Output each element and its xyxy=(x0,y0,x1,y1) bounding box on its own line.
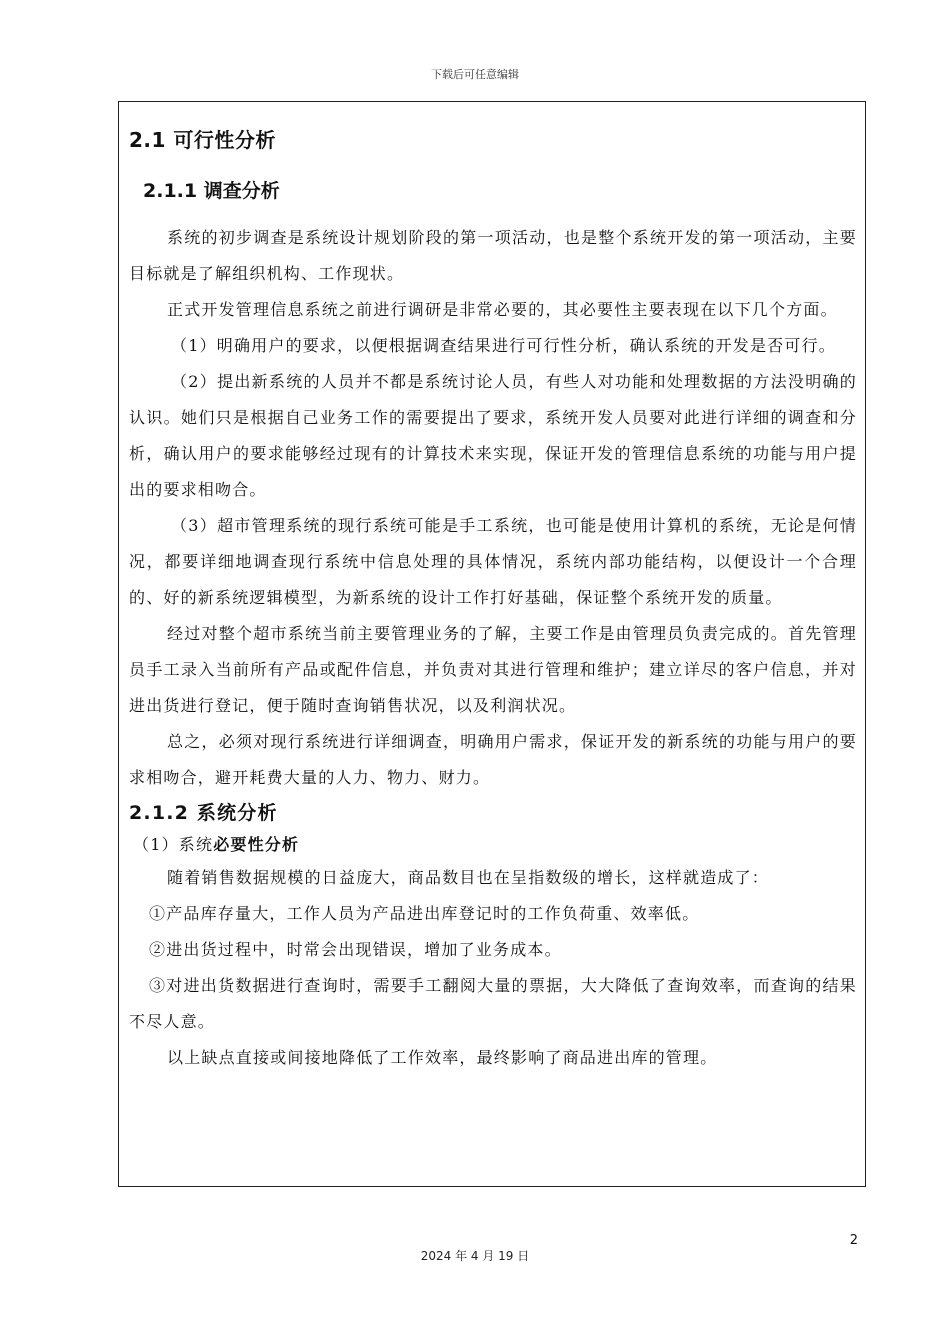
paragraph: 随着销售数据规模的日益庞大，商品数目也在呈指数级的增长，这样就造成了： xyxy=(167,868,770,887)
subsection-title-survey: 2.1.1 调查分析 xyxy=(143,180,280,202)
content-frame xyxy=(118,101,866,1187)
subsection-title-analysis: 2.1.2 系统分析 xyxy=(129,802,278,824)
paragraph: （2）提出新系统的人员并不都是系统讨论人员，有些人对功能和处理数据的方法没明确的认识。她们只是根据自己业务工作的需要提出了要求，系统开发人员要对此进行详细的调查和分析，确认用户的要求能够经过现有的计算技术来实现，保证开发的管理信息系统的功能与用户提出的要求相吻合。 xyxy=(129,372,857,499)
item-heading xyxy=(129,830,857,860)
paragraph: 经过对整个超市系统当前主要管理业务的了解，主要工作是由管理员负责完成的。首先管理员手工录入当前所有产品或配件信息，并负责对其进行管理和维护；建立详尽的客户信息，并对进出货进行登记，便于随时查询销售状况，以及利润状况。 xyxy=(129,624,857,715)
list-item: ③对进出货数据进行查询时，需要手工翻阅大量的票据，大大降低了查询效率，而查询的结果不尽人意。 xyxy=(129,976,857,1031)
item-heading-prefix: （1）系统 xyxy=(133,835,214,854)
list-item: ①产品库存量大，工作人员为产品进出库登记时的工作负荷重、效率低。 xyxy=(149,904,700,923)
paragraph: 以上缺点直接或间接地降低了工作效率，最终影响了商品进出库的管理。 xyxy=(167,1048,718,1067)
section-title: 2.1 可行性分析 xyxy=(129,128,276,152)
paragraph: （3）超市管理系统的现行系统可能是手工系统，也可能是使用计算机的系统，无论是何情况，都要详细地调查现行系统中信息处理的具体情况，系统内部功能结构，以便设计一个合理的、好的新系统逻辑模型，为新系统的设计工作打好基础，保证整个系统开发的质量。 xyxy=(129,516,857,607)
paragraph: 系统的初步调查是系统设计规划阶段的第一项活动，也是整个系统开发的第一项活动，主要目标就是了解组织机构、工作现状。 xyxy=(129,228,857,283)
list-item: ②进出货过程中，时常会出现错误，增加了业务成本。 xyxy=(149,940,562,959)
paragraph: （1）明确用户的要求，以便根据调查结果进行可行性分析，确认系统的开发是否可行。 xyxy=(171,336,836,355)
footer-date: 2024 年 4 月 19 日 xyxy=(420,1249,530,1263)
header-note: 下载后可任意编辑 xyxy=(431,68,519,81)
item-heading-bold: 必要性分析 xyxy=(213,835,300,854)
paragraph: 总之，必须对现行系统进行详细调查，明确用户需求，保证开发的新系统的功能与用户的要求相吻合，避开耗费大量的人力、物力、财力。 xyxy=(129,732,857,787)
page-number: 2 xyxy=(849,1233,858,1248)
paragraph: 正式开发管理信息系统之前进行调研是非常必要的，其必要性主要表现在以下几个方面。 xyxy=(167,300,838,319)
body-text xyxy=(129,220,857,1076)
